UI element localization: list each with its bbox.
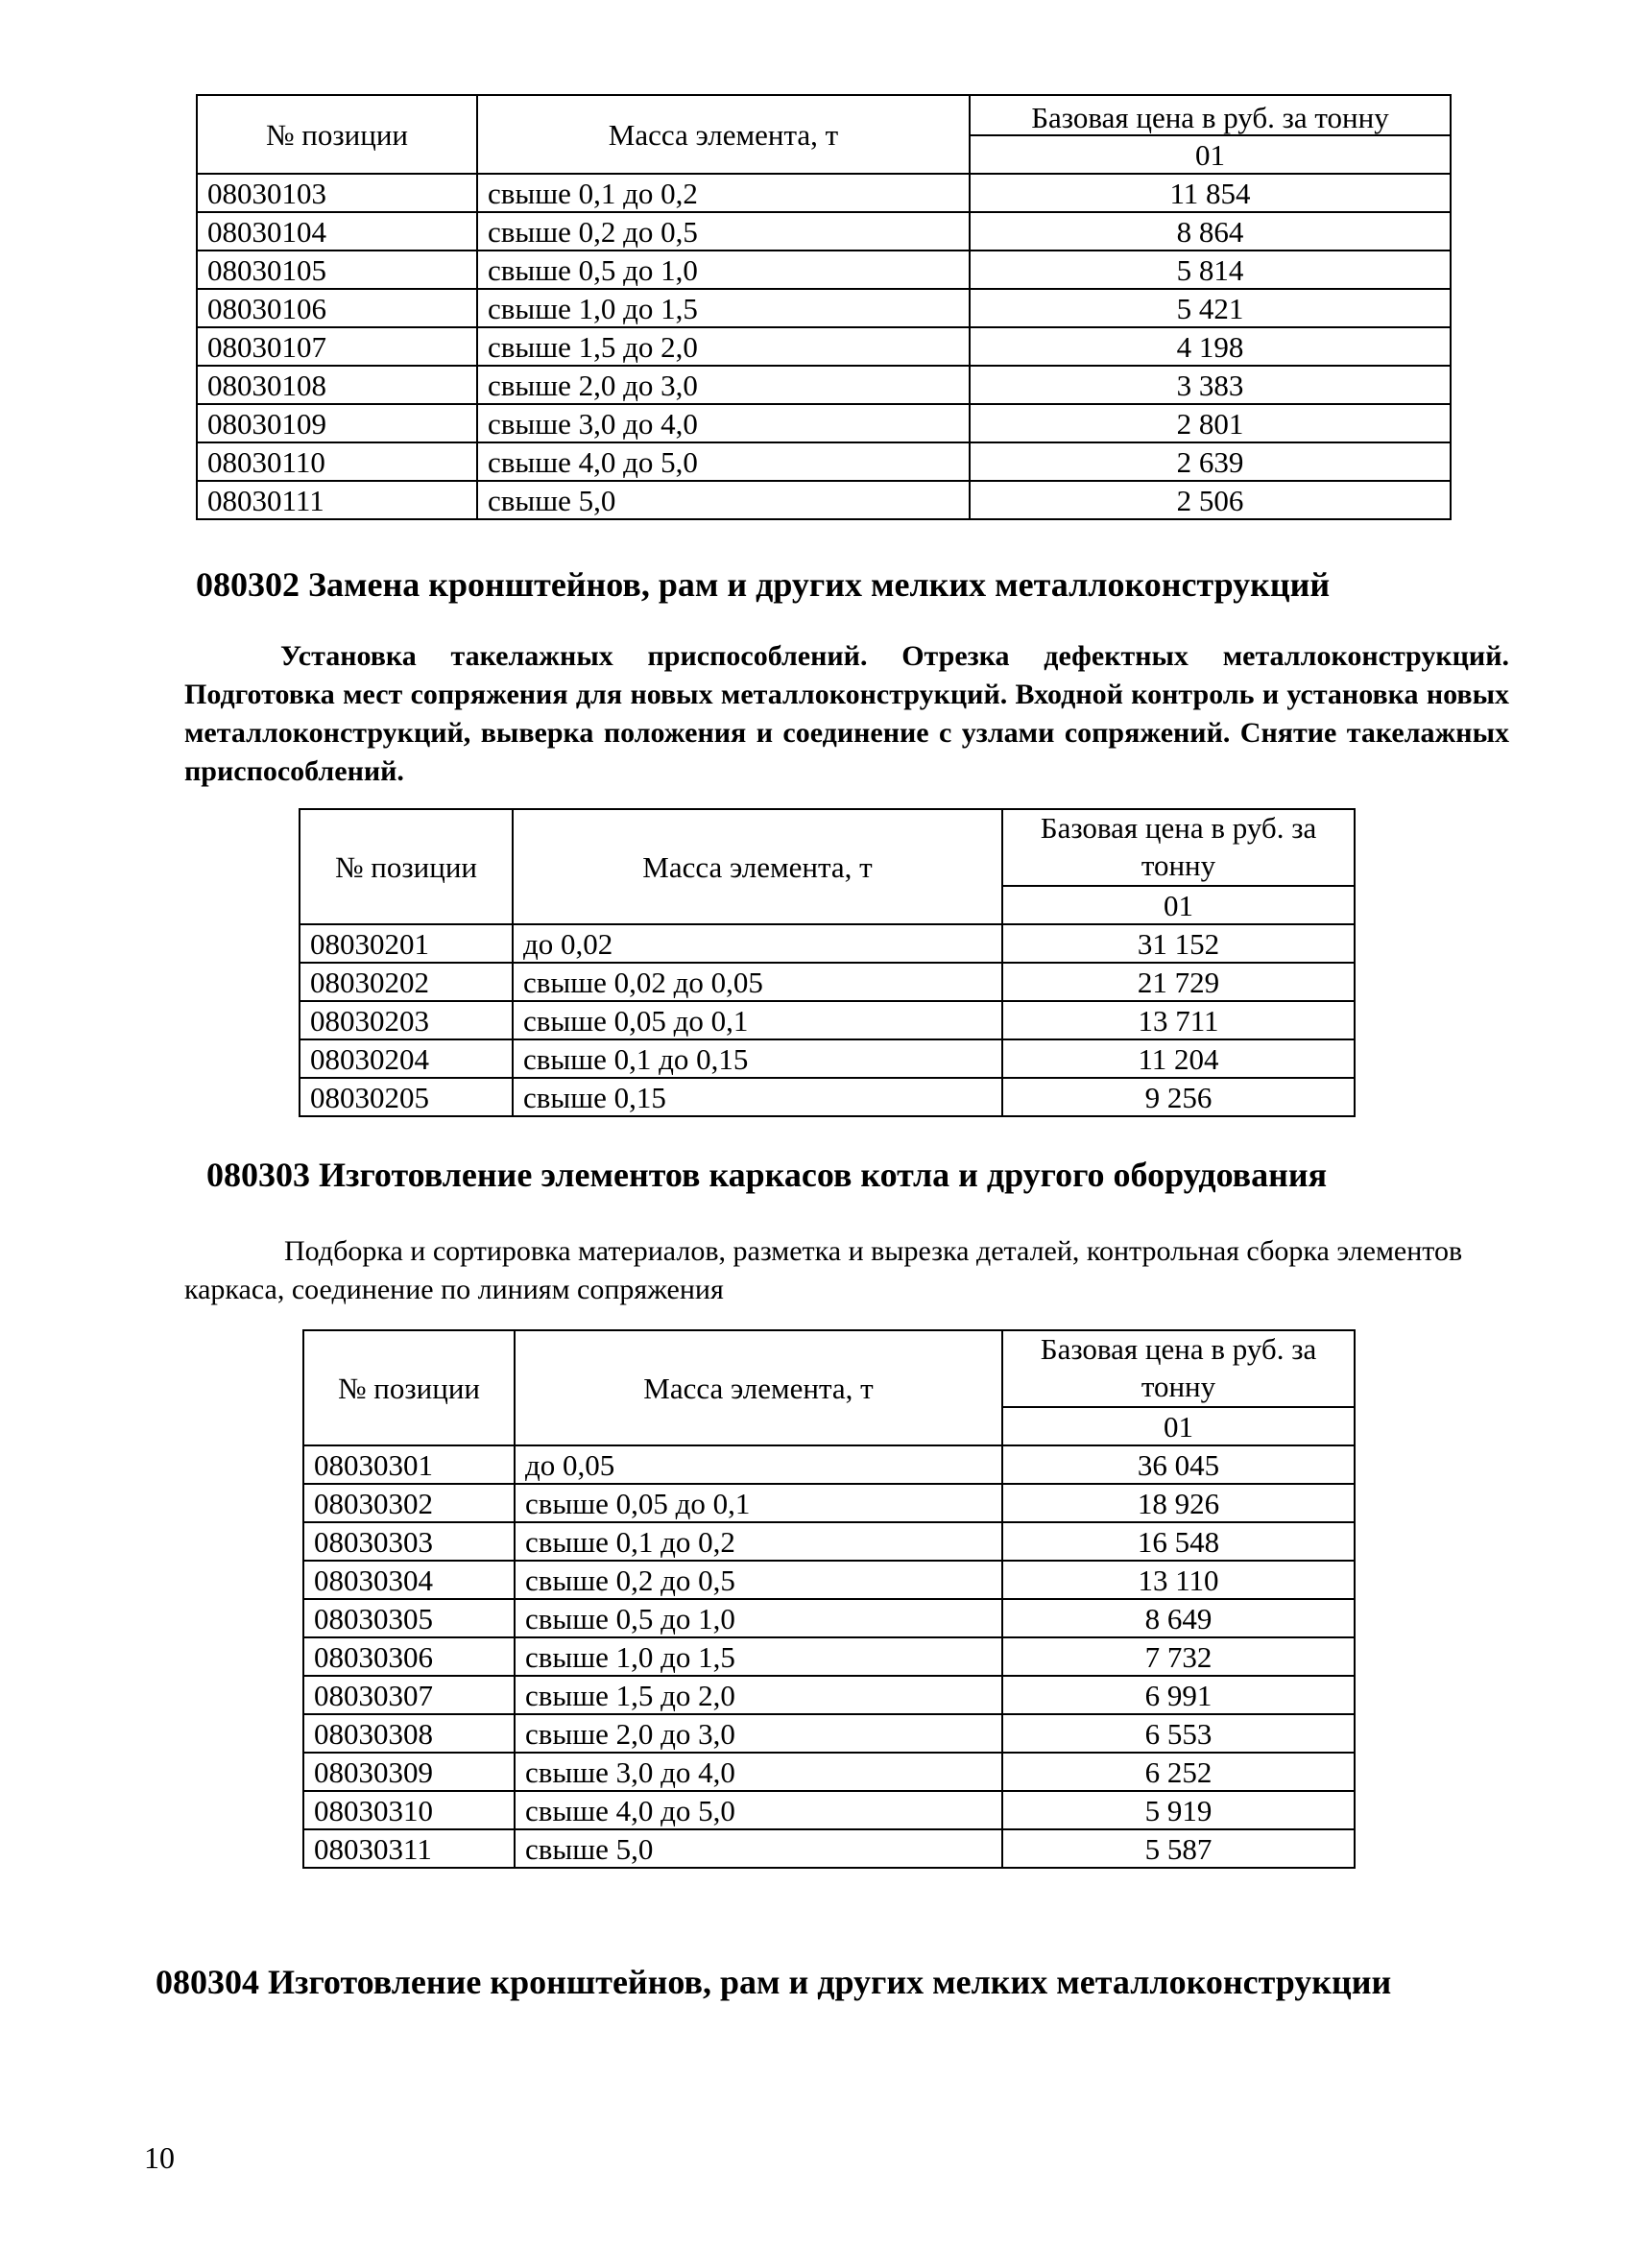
section-title-080302: 080302 Замена кронштейнов, рам и других мелких металлоконструкций: [196, 565, 1331, 604]
position-cell: 08030302: [303, 1484, 515, 1522]
mass-cell: свыше 1,5 до 2,0: [477, 327, 970, 366]
position-cell: 08030104: [197, 212, 477, 251]
position-cell: 08030107: [197, 327, 477, 366]
table-row: [197, 174, 1451, 212]
price-cell: 5 587: [1002, 1829, 1355, 1868]
mass-cell: до 0,02: [513, 924, 1002, 963]
position-cell: 08030305: [303, 1599, 515, 1637]
position-cell: 08030307: [303, 1676, 515, 1714]
position-cell: 08030109: [197, 404, 477, 442]
table-row: [303, 1561, 1355, 1599]
position-cell: 08030303: [303, 1522, 515, 1561]
mass-cell: до 0,05: [515, 1445, 1002, 1484]
section-title-080304: 080304 Изготовление кронштейнов, рам и других мелких металлоконструкции: [156, 1963, 1392, 2001]
position-cell: 08030111: [197, 481, 477, 519]
price-cell: 13 110: [1002, 1561, 1355, 1599]
mass-cell: свыше 2,0 до 3,0: [515, 1714, 1002, 1753]
mass-cell: свыше 2,0 до 3,0: [477, 366, 970, 404]
position-cell: 08030309: [303, 1753, 515, 1791]
price-table-080301: [196, 94, 1452, 520]
position-cell: 08030106: [197, 289, 477, 327]
price-cell: 7 732: [1002, 1637, 1355, 1676]
mass-cell: свыше 5,0: [515, 1829, 1002, 1868]
price-cell: 18 926: [1002, 1484, 1355, 1522]
section-description-080302: Установка такелажных приспособлений. Отрезка дефектных металлоконструкций. Подготовка мест сопряжения для новых металлоконструкций. Входной контроль и установка новых металлоконструкций, выверка положения и соединение с узлами сопряжений. Снятие такелажных приспособлений.: [184, 640, 1509, 787]
page-number: 10: [144, 2140, 175, 2175]
header-position: № позиции: [197, 95, 477, 174]
table-row: [303, 1445, 1355, 1484]
mass-cell: свыше 3,0 до 4,0: [477, 404, 970, 442]
price-table-080302: [299, 808, 1356, 1117]
price-cell: 6 553: [1002, 1714, 1355, 1753]
mass-cell: свыше 4,0 до 5,0: [477, 442, 970, 481]
header-price: Базовая цена в руб. за тонну: [1002, 1330, 1355, 1407]
header-price-column: 01: [1002, 1407, 1355, 1445]
section-description-080303: Подборка и сортировка материалов, разметка и вырезка деталей, контрольная сборка элементов каркаса, соединение по линиям сопряжения: [184, 1235, 1463, 1305]
table-row: [300, 1078, 1355, 1116]
price-cell: 6 252: [1002, 1753, 1355, 1791]
table-header-row: [303, 1330, 1355, 1407]
position-cell: 08030308: [303, 1714, 515, 1753]
table-row: [197, 481, 1451, 519]
header-price-column: 01: [970, 135, 1451, 174]
table-row: [303, 1676, 1355, 1714]
mass-cell: свыше 0,05 до 0,1: [515, 1484, 1002, 1522]
section-title-080303: 080303 Изготовление элементов каркасов котла и другого оборудования: [206, 1156, 1328, 1194]
mass-cell: свыше 0,02 до 0,05: [513, 963, 1002, 1001]
mass-cell: свыше 3,0 до 4,0: [515, 1753, 1002, 1791]
mass-cell: свыше 0,1 до 0,2: [515, 1522, 1002, 1561]
mass-cell: свыше 0,1 до 0,2: [477, 174, 970, 212]
price-cell: 4 198: [970, 327, 1451, 366]
mass-cell: свыше 0,05 до 0,1: [513, 1001, 1002, 1039]
table-row: [197, 366, 1451, 404]
table-header-row: [300, 809, 1355, 886]
header-position: № позиции: [300, 809, 513, 924]
mass-cell: свыше 0,15: [513, 1078, 1002, 1116]
table-row: [303, 1484, 1355, 1522]
price-cell: 8 649: [1002, 1599, 1355, 1637]
position-cell: 08030204: [300, 1039, 513, 1078]
price-cell: 5 919: [1002, 1791, 1355, 1829]
header-mass: Масса элемента, т: [515, 1330, 1002, 1445]
position-cell: 08030103: [197, 174, 477, 212]
table-row: [300, 924, 1355, 963]
header-position: № позиции: [303, 1330, 515, 1445]
table-row: [303, 1522, 1355, 1561]
position-cell: 08030105: [197, 251, 477, 289]
price-cell: 2 639: [970, 442, 1451, 481]
position-cell: 08030311: [303, 1829, 515, 1868]
price-cell: 3 383: [970, 366, 1451, 404]
header-mass: Масса элемента, т: [513, 809, 1002, 924]
header-price: Базовая цена в руб. за тонну: [970, 95, 1451, 135]
header-price-column: 01: [1002, 886, 1355, 924]
price-cell: 6 991: [1002, 1676, 1355, 1714]
table-row: [303, 1791, 1355, 1829]
table-row: [197, 442, 1451, 481]
table-header-row: [197, 95, 1451, 135]
table-row: [197, 289, 1451, 327]
price-cell: 2 506: [970, 481, 1451, 519]
position-cell: 08030110: [197, 442, 477, 481]
price-cell: 5 421: [970, 289, 1451, 327]
position-cell: 08030304: [303, 1561, 515, 1599]
position-cell: 08030205: [300, 1078, 513, 1116]
table-row: [300, 963, 1355, 1001]
table-row: [303, 1829, 1355, 1868]
price-cell: 13 711: [1002, 1001, 1355, 1039]
position-cell: 08030201: [300, 924, 513, 963]
table-row: [197, 404, 1451, 442]
price-cell: 11 204: [1002, 1039, 1355, 1078]
price-cell: 36 045: [1002, 1445, 1355, 1484]
table-row: [197, 327, 1451, 366]
table-row: [303, 1714, 1355, 1753]
position-cell: 08030108: [197, 366, 477, 404]
table-row: [303, 1753, 1355, 1791]
header-mass: Масса элемента, т: [477, 95, 970, 174]
header-price: Базовая цена в руб. за тонну: [1002, 809, 1355, 886]
position-cell: 08030310: [303, 1791, 515, 1829]
mass-cell: свыше 0,2 до 0,5: [515, 1561, 1002, 1599]
table-row: [303, 1637, 1355, 1676]
mass-cell: свыше 0,1 до 0,15: [513, 1039, 1002, 1078]
price-cell: 31 152: [1002, 924, 1355, 963]
position-cell: 08030306: [303, 1637, 515, 1676]
price-table-080303: [302, 1329, 1356, 1869]
mass-cell: свыше 1,0 до 1,5: [515, 1637, 1002, 1676]
mass-cell: свыше 0,5 до 1,0: [477, 251, 970, 289]
mass-cell: свыше 4,0 до 5,0: [515, 1791, 1002, 1829]
position-cell: 08030301: [303, 1445, 515, 1484]
price-cell: 5 814: [970, 251, 1451, 289]
mass-cell: свыше 5,0: [477, 481, 970, 519]
price-cell: 2 801: [970, 404, 1451, 442]
mass-cell: свыше 1,5 до 2,0: [515, 1676, 1002, 1714]
mass-cell: свыше 1,0 до 1,5: [477, 289, 970, 327]
mass-cell: свыше 0,5 до 1,0: [515, 1599, 1002, 1637]
table-row: [300, 1039, 1355, 1078]
price-cell: 21 729: [1002, 963, 1355, 1001]
table-row: [300, 1001, 1355, 1039]
table-row: [197, 212, 1451, 251]
mass-cell: свыше 0,2 до 0,5: [477, 212, 970, 251]
position-cell: 08030202: [300, 963, 513, 1001]
price-cell: 9 256: [1002, 1078, 1355, 1116]
position-cell: 08030203: [300, 1001, 513, 1039]
table-row: [197, 251, 1451, 289]
price-cell: 16 548: [1002, 1522, 1355, 1561]
price-cell: 11 854: [970, 174, 1451, 212]
table-row: [303, 1599, 1355, 1637]
price-cell: 8 864: [970, 212, 1451, 251]
